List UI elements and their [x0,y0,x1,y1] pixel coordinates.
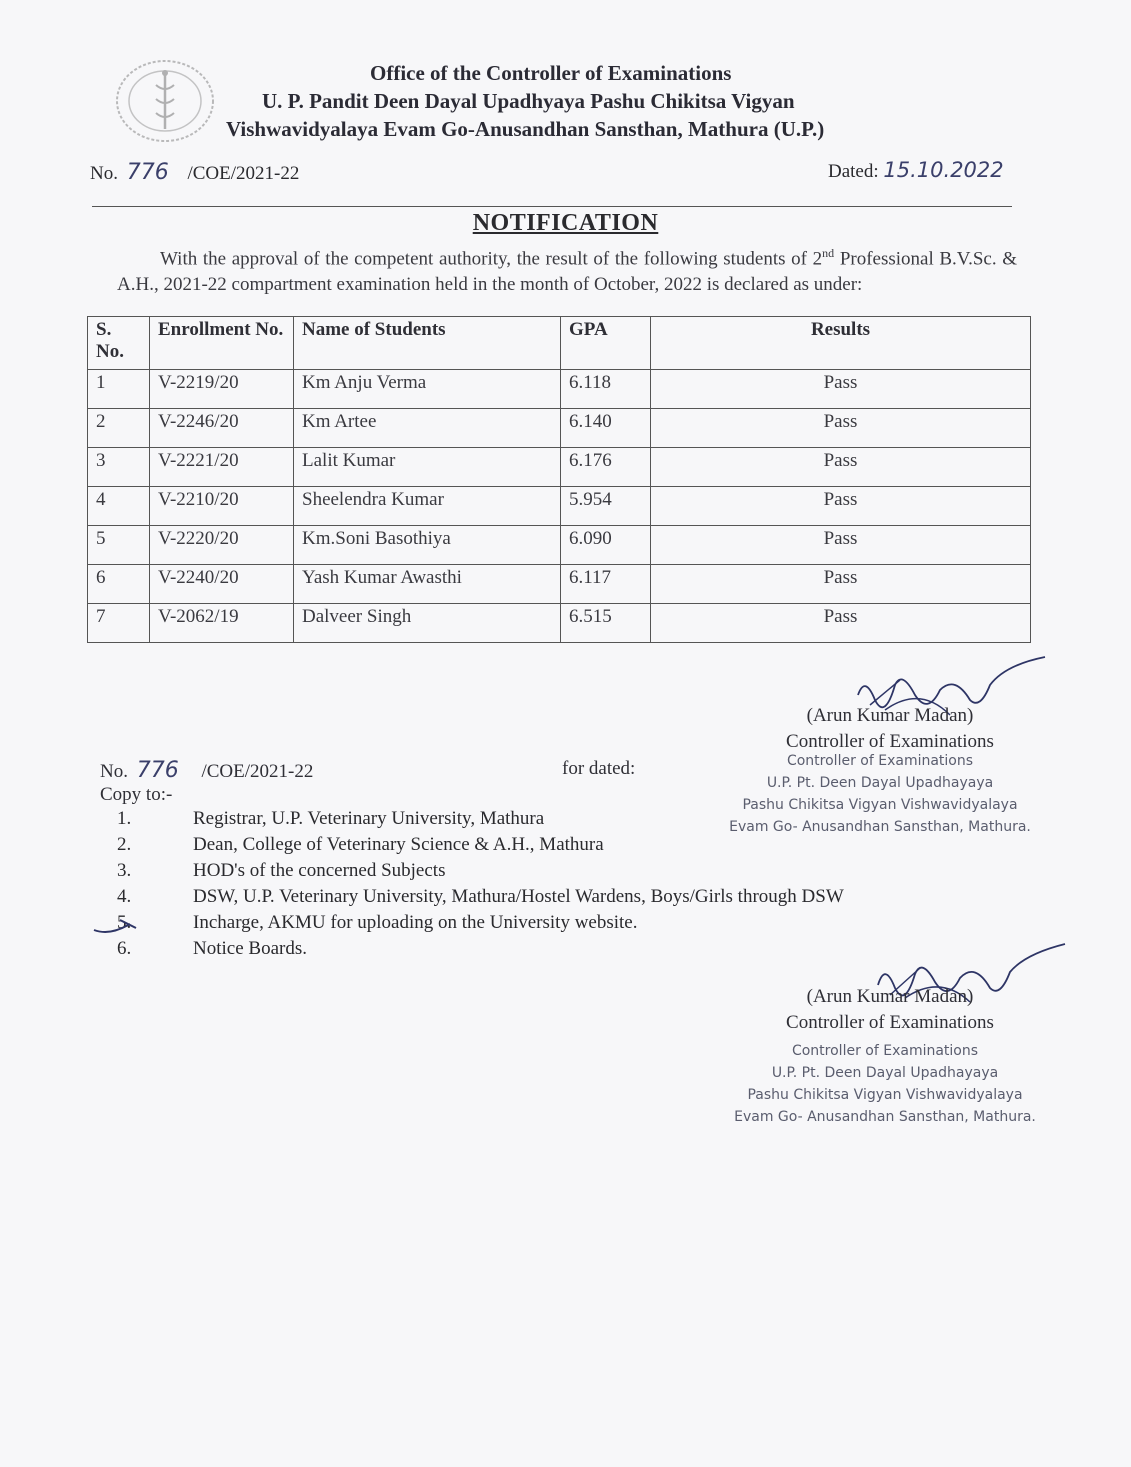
cell-gpa: 6.176 [561,448,651,487]
table-row [88,409,1031,448]
table-row [88,526,1031,565]
dated: Dated: 15.10.2022 [828,158,1004,182]
cell-sno: 4 [88,487,150,526]
cell-sno: 3 [88,448,150,487]
handwritten-ref-number: 776 [126,160,169,185]
handwritten-copy-ref-number: 776 [136,758,179,783]
cell-enrollment: V-2219/20 [150,370,294,409]
header-sno: S. No. [88,317,150,370]
for-dated-label: for dated: [562,758,636,779]
copy-to-label: Copy to:- [100,784,173,805]
office-title: Office of the Controller of Examinations [370,61,732,85]
header-name: Name of Students [294,317,561,370]
list-item: 4. DSW, U.P. Veterinary University, Mathura/Hostel Wardens, Boys/Girls through DSW [117,886,844,907]
cell-name: Km Artee [294,409,561,448]
university-name-line2: Vishwavidyalaya Evam Go-Anusandhan Sansthan, Mathura (U.P.) [226,117,825,141]
cell-enrollment: V-2220/20 [150,526,294,565]
table-row [88,448,1031,487]
cell-gpa: 6.117 [561,565,651,604]
cell-gpa: 6.140 [561,409,651,448]
cell-result: Pass [651,370,1031,409]
table-row [88,487,1031,526]
copy-to-list [110,808,844,964]
cell-sno: 6 [88,565,150,604]
signatory-name-2: (Arun Kumar Madan) [806,986,974,1007]
cell-name: Km Anju Verma [294,370,561,409]
cell-result: Pass [651,448,1031,487]
cell-result: Pass [651,487,1031,526]
signatory-name-1: (Arun Kumar Madan) [806,705,974,726]
table-header-row [88,317,1031,370]
cell-name: Lalit Kumar [294,448,561,487]
results-table [87,316,1031,643]
header-gpa: GPA [561,317,651,370]
list-item: 1. Registrar, U.P. Veterinary University, Mathura [117,808,545,829]
cell-sno: 2 [88,409,150,448]
list-item: 3. HOD's of the concerned Subjects [117,860,446,881]
cell-result: Pass [651,409,1031,448]
divider [92,206,1012,207]
cell-result: Pass [651,526,1031,565]
signatory-designation-1: Controller of Examinations [786,731,994,752]
cell-sno: 1 [88,370,150,409]
cell-gpa: 6.515 [561,604,651,643]
notification-paragraph: With the approval of the competent authority, the result of the following students of 2nd Professional B.V.Sc. & A.H., 2021-22 compartment examination held in the month of October, 2022 is declared as under: [117,246,1018,296]
university-seal-icon [110,55,220,147]
cell-result: Pass [651,604,1031,643]
cell-name: Yash Kumar Awasthi [294,565,561,604]
cell-gpa: 6.090 [561,526,651,565]
cell-enrollment: V-2246/20 [150,409,294,448]
cell-name: Sheelendra Kumar [294,487,561,526]
cell-sno: 7 [88,604,150,643]
handwritten-date: 15.10.2022 [883,158,1004,182]
table-row [88,604,1031,643]
cell-enrollment: V-2210/20 [150,487,294,526]
cell-enrollment: V-2221/20 [150,448,294,487]
cell-result: Pass [651,565,1031,604]
university-name-line1: U. P. Pandit Deen Dayal Upadhyaya Pashu Chikitsa Vigyan [262,89,795,113]
cell-enrollment: V-2062/19 [150,604,294,643]
list-item: 6. Notice Boards. [117,938,307,959]
cell-gpa: 5.954 [561,487,651,526]
reference-number: No. 776 /COE/2021-22 [90,160,300,185]
table-row [88,370,1031,409]
signatory-designation-2: Controller of Examinations [786,1012,994,1033]
table-row [88,565,1031,604]
office-stamp-2: Controller of Examinations U.P. Pt. Deen Dayal Upadhayaya Pashu Chikitsa Vigyan Vishwavidyalaya Evam Go- Anusandhan Sansthan, Mathura. [734,1043,1036,1125]
check-mark-icon [90,914,150,936]
cell-gpa: 6.118 [561,370,651,409]
signature-scribble-2 [860,940,1070,1020]
header-results: Results [651,317,1031,370]
cell-enrollment: V-2240/20 [150,565,294,604]
cell-sno: 5 [88,526,150,565]
list-item: 2. Dean, College of Veterinary Science & A.H., Mathura [117,834,604,855]
cell-name: Km.Soni Basothiya [294,526,561,565]
copy-reference-number: No. 776 /COE/2021-22 [100,758,314,783]
cell-name: Dalveer Singh [294,604,561,643]
list-item: 5. Incharge, AKMU for uploading on the University website. [117,912,638,933]
header-enrollment: Enrollment No. [150,317,294,370]
office-stamp-1: Controller of Examinations U.P. Pt. Deen Dayal Upadhayaya Pashu Chikitsa Vigyan Vishwavidyalaya Evam Go- Anusandhan Sansthan, Mathura. [729,753,1031,835]
notification-title: NOTIFICATION [472,210,659,236]
